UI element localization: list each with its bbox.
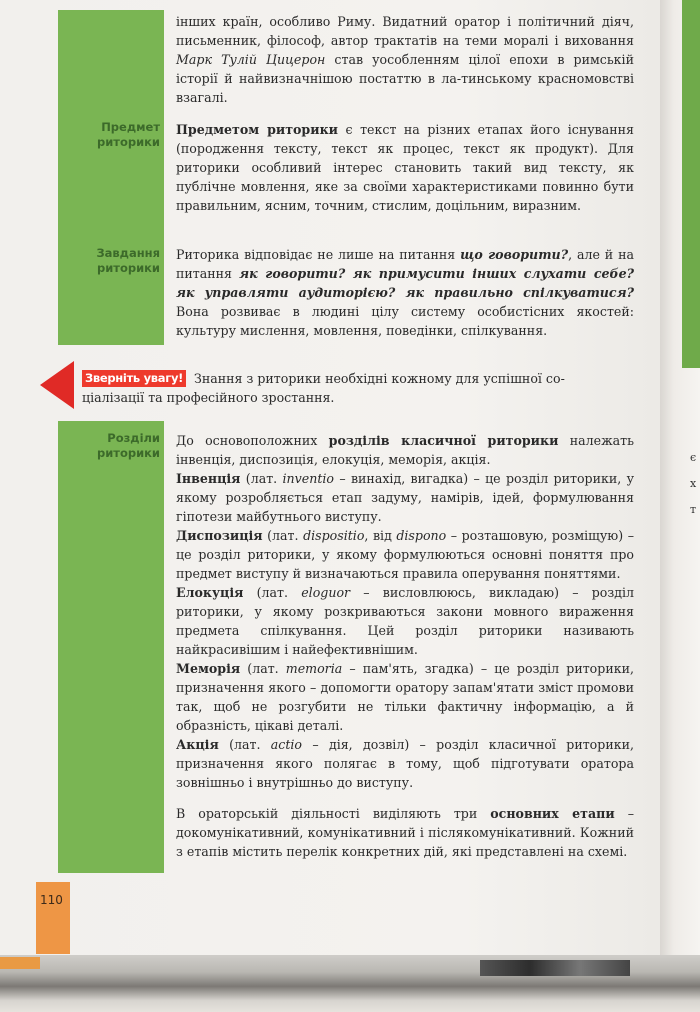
stages-paragraph: В ораторській діяльності виділяють три основних етапи – докомунікативний, комунікативний і післякомунікативний. Кожний з етапів містить перелік конкретних дій, які представлені на схемі. <box>176 806 634 859</box>
question-how: як говорити? як примусити інших слухати себе? як управляти аудиторією? як правильно спілкуватися? <box>176 266 635 300</box>
sidebar-label-sections: Розділи риторики <box>96 431 160 460</box>
page-number: 110 <box>40 893 63 907</box>
subject-paragraph: Предметом риторики є текст на різних етапах його існування (породження тексту, текст як процес, текст як продукт). Для риторики особливий інтерес становить такий вид тексту, як публічне мовлення, яке за своїми характеристиками повинно бути правильним, ясним, точним, стислим, доцільним, виразним. <box>176 122 634 213</box>
stages-term: основних етапи <box>490 806 615 821</box>
sidebar-label-tasks: Завдання риторики <box>96 246 160 275</box>
sections-intro: До основоположних розділів класичної риторики належать інвенція, диспозиція, елокуція, меморія, акція. <box>176 433 634 467</box>
subject-term: Предметом риторики <box>176 122 339 137</box>
sidebar-label-subject: Предмет риторики <box>96 120 160 149</box>
scan-bottom-dark <box>480 960 630 976</box>
attention-arrow-icon <box>40 361 74 409</box>
cicero-name: Марк Тулій Цицерон <box>176 52 326 67</box>
sections-paragraph <box>176 431 634 792</box>
next-page-edge-marks: є х т <box>690 451 697 516</box>
tasks-paragraph: Риторика відповідає не лише на питання що говорити?, але й на питання як говорити? як примусити інших слухати себе? як управляти аудиторією? як правильно спілкуватися? Вона розвиває в людині цілу систему особистісних якостей: культуру мислення, мовлення, поведінки, спілкування. <box>176 247 635 338</box>
question-what: що говорити? <box>460 247 569 262</box>
sidebar-green-block-bottom <box>58 421 164 873</box>
attention-badge: Зверніть увагу! <box>82 370 186 387</box>
next-page-green-bar <box>682 0 700 368</box>
section-memoria: Меморія (лат. memoria – пам'ять, згадка) – це розділ риторики, призначення якого – допомогти оратору запам'ятати зміст промови так, щоб не розгубити не тільки фактичну інформацію, а й образність, цікаві деталі. <box>176 661 634 733</box>
section-elocution: Елокуція (лат. eloguor – висловлююсь, викладаю) – розділ риторики, у якому розкриваються закони мовного вираження предмета спілкування. Цей розділ риторики називають найкрасивішим і найефективнішим. <box>176 585 634 657</box>
sidebar-green-block-top <box>58 10 164 345</box>
intro-paragraph: інших країн, особливо Риму. Видатний оратор і політичний діяч, письменник, філософ, автор трактатів на теми моралі і виховання Марк Тулій Цицерон став уособленням цілої епохи в римській історії й найвизначнішою постаттю в ла-тинському красномовстві взагалі. <box>176 14 634 105</box>
section-action: Акція (лат. actio – дія, дозвіл) – розділ класичної риторики, призначення якого полягає в тому, щоб підготувати оратора зовнішньо і внутрішньо до виступу. <box>176 737 634 790</box>
attention-line-1: Знання з риторики необхідні кожному для успішної со- <box>194 371 565 386</box>
section-invention: Інвенція (лат. inventio – винахід, вигадка) – це розділ риторики, у якому розробляється етап задуму, намірів, ідей, формулювання гіпотези майбутнього виступу. <box>176 471 635 524</box>
scan-bottom-orange <box>0 957 40 969</box>
attention-line-2: ціалізації та професійного зростання. <box>82 390 335 405</box>
section-disposition: Диспозиція (лат. dispositio, від dispono – розташовую, розміщую) – це розділ риторики, у якому формулюються основні поняття про предмет виступу й визначаються правила оперування поняттями. <box>176 528 634 581</box>
